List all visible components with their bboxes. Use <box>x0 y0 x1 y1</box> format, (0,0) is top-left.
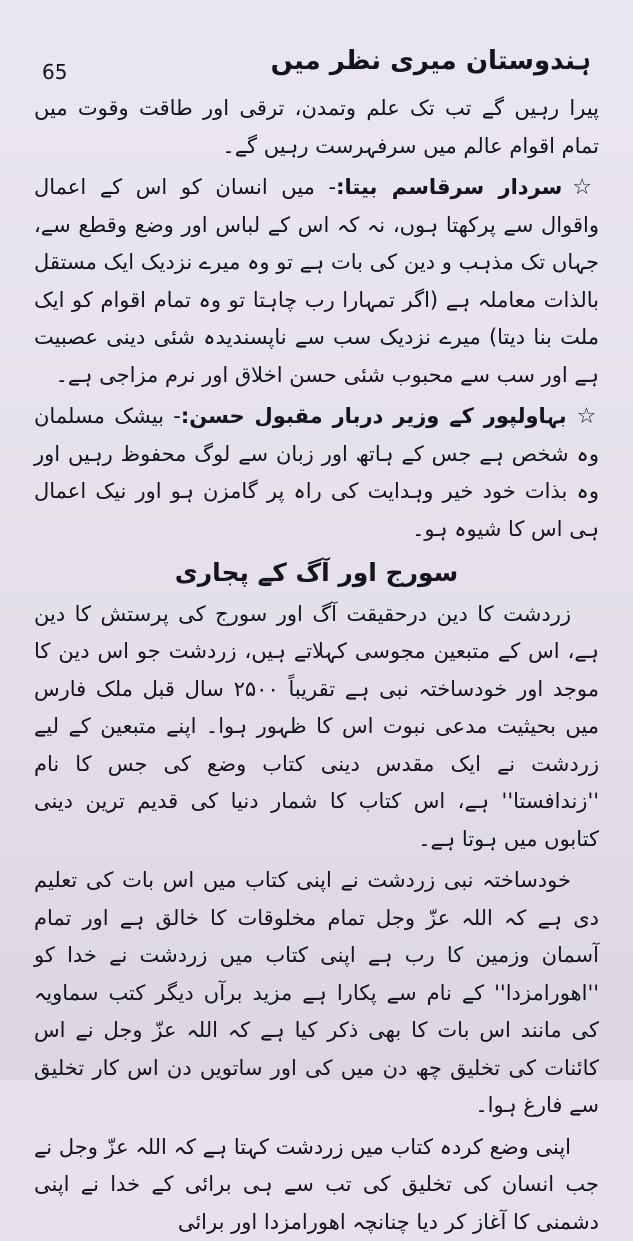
paragraph-zoroaster-intro: زردشت کا دین درحقیقت آگ اور سورج کی پرستش کا دین ہے، اس کے متبعین مجوسی کہلاتے ہیں، زردشت جو اس دین کا موجد اور خودساختہ نبی ہے تقریباً ۲۵۰۰ سال قبل ملک فارس میں بحیثیت مدعی نبوت اس کا ظہور ہوا۔ اپنے متبعین کے لیے زردشت نے ایک مقدس دینی کتاب وضع کی جس کا نام ''زندافستا'' ہے، اس کتاب کا شمار دنیا کی قدیم ترین دینی کتابوں میں ہوتا ہے۔ <box>34 596 599 859</box>
page-body <box>34 90 599 1060</box>
quote-text: - بیشک مسلمان وہ شخص ہے جس کے ہاتھ اور زبان سے لوگ محفوظ رہیں اور وہ بذات خود خیر وہدایت کی راہ پر گامزن ہو اور نیک اعمال ہی اس کا شیوہ ہو۔ <box>34 404 599 541</box>
speaker-name: بہاولپور کے وزیر دربار مقبول حسن: <box>181 404 567 428</box>
quote-text: - میں انسان کو اس کے اعمال واقوال سے پرکھتا ہوں، نہ کہ اس کے لباس اور وضع وقطع سے، جہاں تک مذہب و دین کی بات ہے تو وہ میرے نزدیک ایک مستقل بالذات معاملہ ہے (اگر تمہارا رب چاہتا تو وہ تمام اقوام کو ایک ملت بنا دیتا) میرے نزدیک سب سے ناپسندیدہ شئی دینی عصبیت ہے اور سب سے محبوب شئی حسن اخلاق اور نرم مزاجی ہے۔ <box>34 175 599 387</box>
paragraph-zoroaster-creation: اپنی وضع کردہ کتاب میں زردشت کہتا ہے کہ اللہ عزّ وجل نے جب انسان کی تخلیق کی تب سے ہی برائی کے خدا نے اپنی دشمنی کا آغاز کر دیا چنانچہ اھورامزدا اور برائی <box>34 1129 599 1241</box>
page-number: 65 <box>42 60 67 84</box>
running-title: ہندوستان میری نظر میں <box>271 46 591 76</box>
page-header <box>30 38 603 86</box>
paragraph-quote-qasim <box>34 169 599 394</box>
paragraph-continuation: پیرا رہیں گے تب تک علم وتمدن، ترقی اور طاقت وقوت میں تمام اقوام عالم میں سرفہرست رہیں گے۔ <box>34 90 599 165</box>
speaker-name: سردار سرقاسم بیتا: <box>336 175 562 199</box>
paragraph-zoroaster-teaching: خودساختہ نبی زردشت نے اپنی کتاب میں اس بات کی تعلیم دی ہے کہ اللہ عزّ وجل تمام مخلوقات کا خالق ہے اور تمام آسمان وزمین کا رب ہے اپنی کتاب میں زردشت نے خدا کو ''اھورامزدا'' کے نام سے پکارا ہے مزید برآں دیگر کتب سماویہ کی مانند اس بات کا بھی ذکر کیا ہے کہ اللہ عزّ وجل نے اس کائنات کی تخلیق چھ دن میں کی اور ساتویں دن اس کار تخلیق سے فارغ ہوا۔ <box>34 862 599 1125</box>
star-icon: ☆ <box>577 404 599 429</box>
paragraph-quote-maqbool <box>34 398 599 548</box>
section-heading: سورج اور آگ کے پجاری <box>34 554 599 592</box>
star-icon: ☆ <box>572 175 599 200</box>
